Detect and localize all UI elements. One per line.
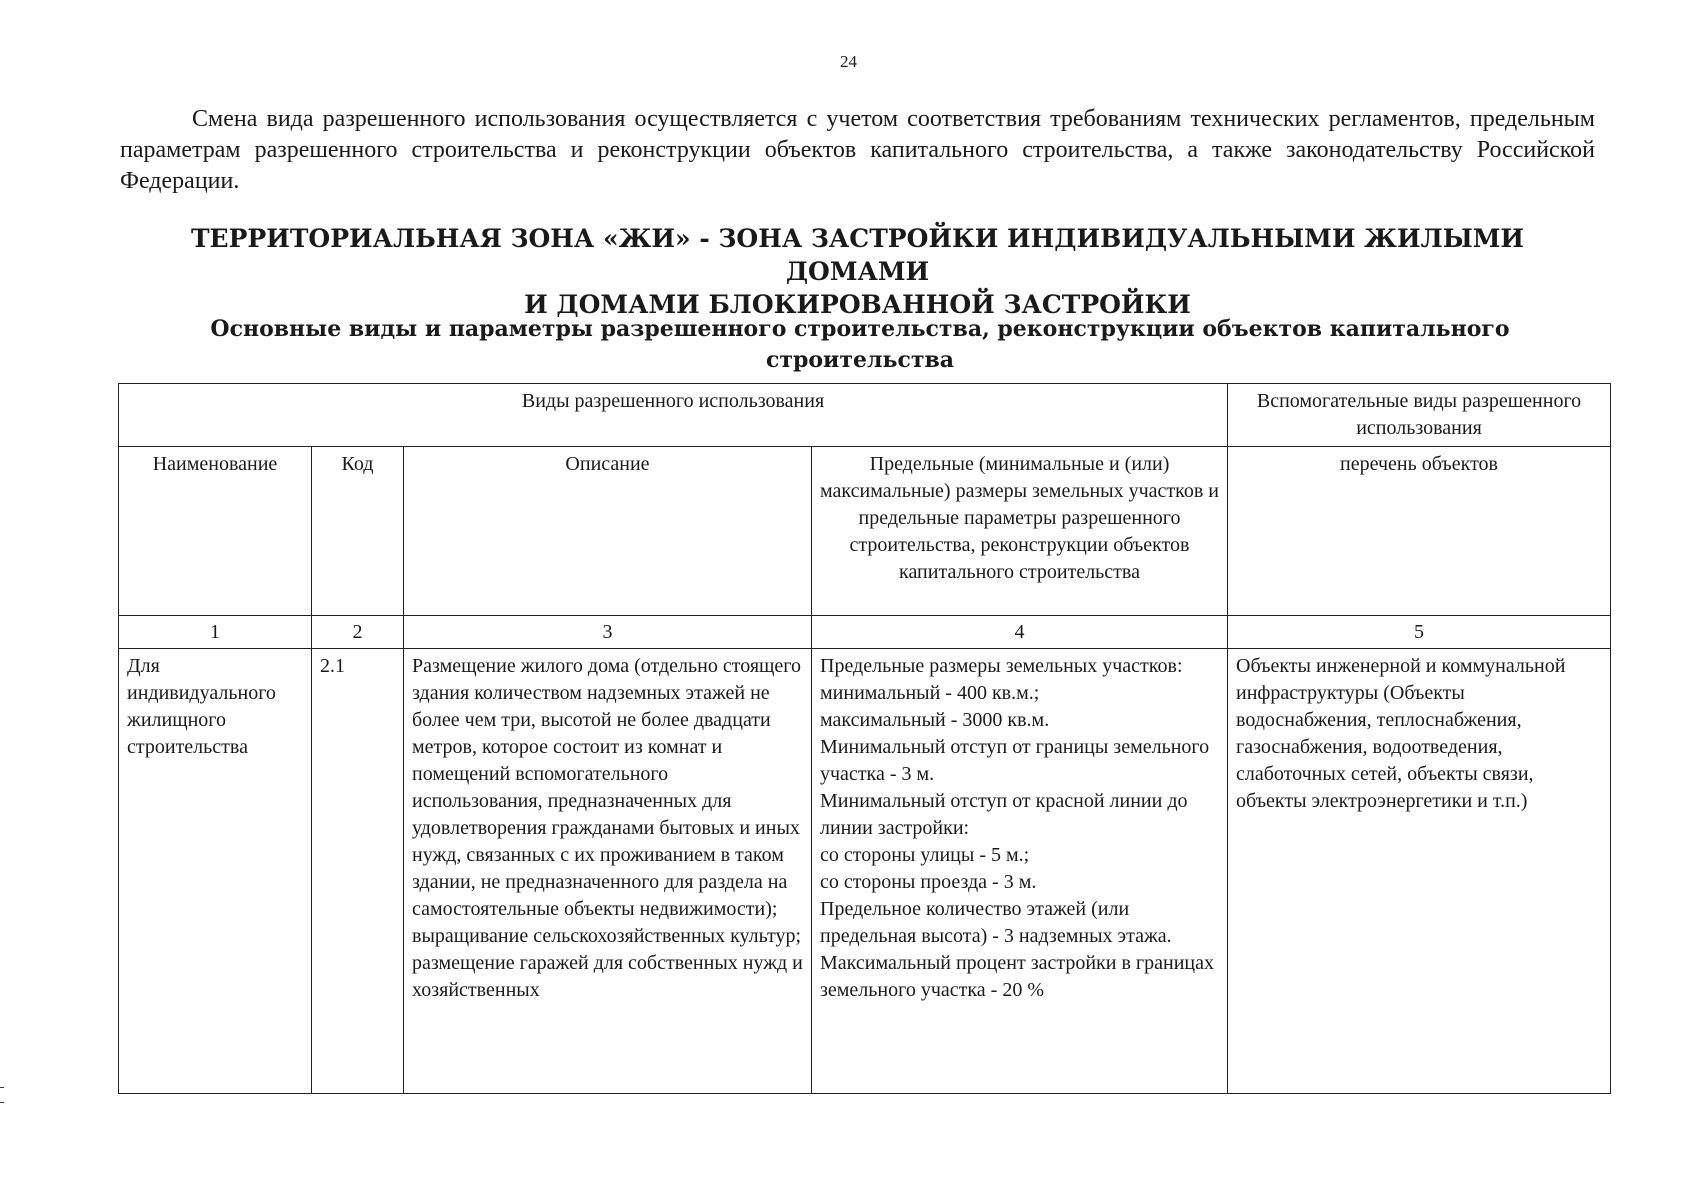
column-number: 5 [1228,616,1611,649]
param-line: Предельное количество этажей (или предельная высота) - 3 надземных этажа. [820,898,1172,947]
page-number: 24 [840,52,857,71]
column-number-row [119,616,1611,649]
zone-title-line2: И ДОМАМИ БЛОКИРОВАННОЙ ЗАСТРОЙКИ [524,290,1191,319]
param-line: Минимальный отступ от границы земельного участка - 3 м. [820,736,1210,785]
intro-paragraph: Смена вида разрешенного использования осуществляется с учетом соответствия требованиям технических регламентов, предельным параметрам разрешенного строительства и реконструкции объектов капитального строительства, а также законодательству Российской Федерации. [120,106,1595,194]
row-code: 2.1 [312,649,404,1094]
row-params [812,649,1228,1094]
param-line: со стороны улицы - 5 м.; [820,844,1030,866]
group-header-main: Виды разрешенного использования [119,384,1228,447]
column-number: 3 [404,616,812,649]
zone-title-line1: ТЕРРИТОРИАЛЬНАЯ ЗОНА «ЖИ» - ЗОНА ЗАСТРОЙКИ ИНДИВИДУАЛЬНЫМИ ЖИЛЫМИ ДОМАМИ [190,224,1525,286]
section-title-line1: Основные виды и параметры разрешенного строительства, реконструкции объектов капитального [210,316,1510,342]
column-header-aux-list: перечень объектов [1228,447,1611,616]
param-line: Максимальный процент застройки в границах земельного участка - 20 % [820,952,1214,1001]
column-header-params: Предельные (минимальные и (или) максимальные) размеры земельных участков и предельные параметры разрешенного строительства, реконструкции объектов капитального строительства [812,447,1228,616]
column-number: 2 [312,616,404,649]
column-header-code: Код [312,447,404,616]
param-line: со стороны проезда - 3 м. [820,871,1037,893]
param-line: Предельные размеры земельных участков: [820,655,1183,677]
param-line: Минимальный отступ от красной линии до линии застройки: [820,790,1188,839]
column-number: 1 [119,616,312,649]
column-header-description: Описание [404,447,812,616]
group-header-row [119,384,1611,447]
row-description: Размещение жилого дома (отдельно стоящего здания количеством надземных этажей не более чем три, высотой не более двадцати метров, которое состоит из комнат и помещений вспомогательного использования, предназначенных для удовлетворения гражданами бытовых и иных нужд, связанных с их проживанием в таком здании, не предназначенного для раздела на самостоятельные объекты недвижимости); выращивание сельскохозяйственных культур; размещение гаражей для собственных нужд и хозяйственных [404,649,812,1094]
table-row [119,649,1611,1094]
row-aux: Объекты инженерной и коммунальной инфраструктуры (Объекты водоснабжения, теплоснабжения, газоснабжения, водоотведения, слаботочных сетей, объекты связи, объекты электроэнергетики и т.п.) [1228,649,1611,1094]
row-name: Для индивидуального жилищного строительства [119,649,312,1094]
column-header-row [119,447,1611,616]
param-line: минимальный - 400 кв.м.; [820,682,1040,704]
column-header-name: Наименование [119,447,312,616]
param-line: максимальный - 3000 кв.м. [820,709,1050,731]
column-number: 4 [812,616,1228,649]
permitted-use-table [118,383,1611,1094]
group-header-aux: Вспомогательные виды разрешенного использования [1228,384,1611,447]
section-title [200,314,1520,376]
scan-edge-mark [0,1087,4,1103]
zone-title [120,222,1595,321]
section-title-line2: строительства [765,347,955,373]
